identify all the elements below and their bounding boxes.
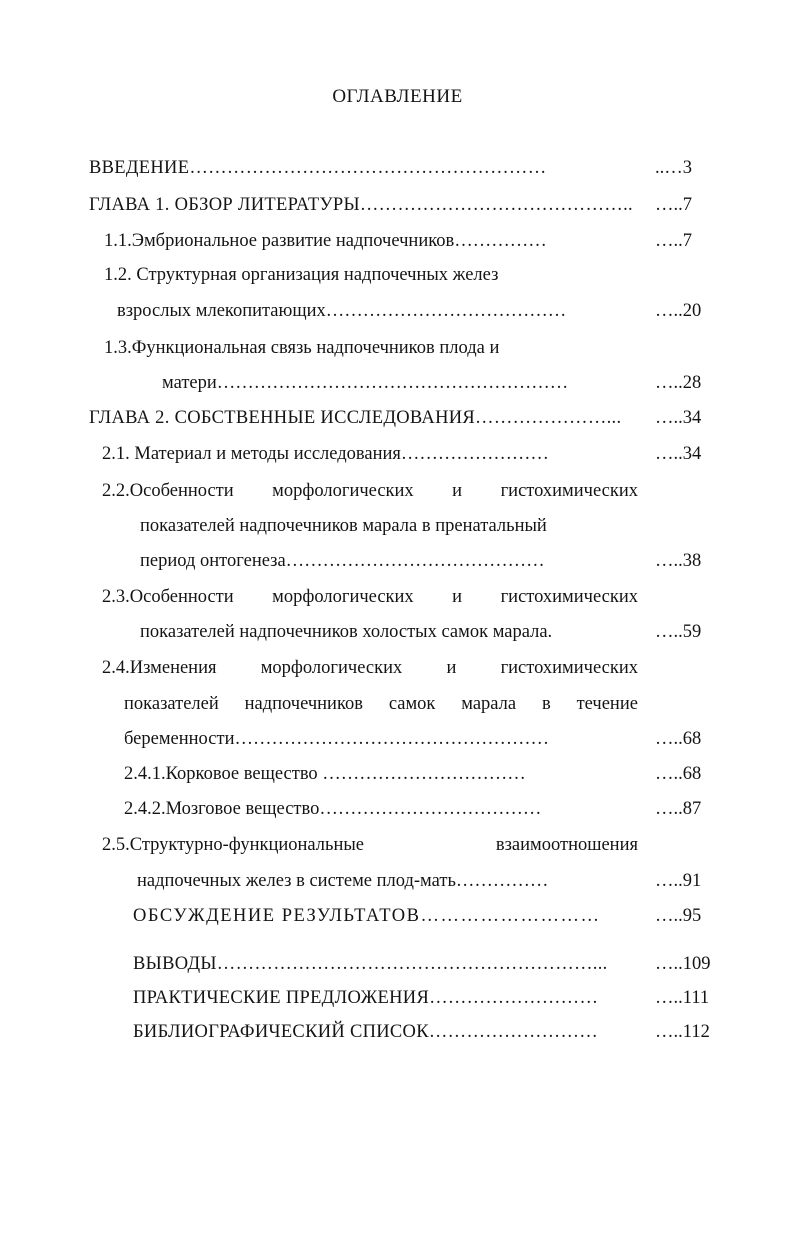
toc-entry-2-4-line2 — [124, 693, 638, 715]
toc-entry-1-2-line2: взрослых млекопитающих………………………………… — [117, 301, 567, 321]
word: в — [541, 694, 551, 714]
toc-entry-2-4-line1 — [102, 657, 638, 679]
toc-page-2-1: …..34 — [655, 444, 702, 464]
word: самок — [388, 694, 436, 714]
toc-entry-chapter-1: ГЛАВА 1. ОБЗОР ЛИТЕРАТУРЫ…………………………………….. — [89, 195, 633, 215]
toc-entry-2-4-line3: беременности…………………………………………… — [124, 729, 549, 749]
toc-page-1-2: …..20 — [655, 301, 702, 321]
toc-entry-1-1: 1.1.Эмбриональное развитие надпочечников…………… — [104, 231, 547, 251]
word: течение — [576, 694, 638, 714]
word: 2.2.Особенности — [102, 481, 234, 501]
toc-entry-2-1: 2.1. Материал и методы исследования…………………… — [102, 444, 549, 464]
word: морфологических — [260, 658, 403, 678]
word: и — [452, 587, 463, 607]
word: 2.5.Структурно-функциональные — [102, 835, 365, 855]
toc-entry-practical: ПРАКТИЧЕСКИЕ ПРЕДЛОЖЕНИЯ……………………… — [133, 988, 599, 1008]
toc-entry-intro: ВВЕДЕНИЕ………………………………………………… — [89, 158, 547, 178]
toc-page-2-5: …..91 — [655, 871, 702, 891]
word: и — [446, 658, 457, 678]
toc-page-intro: ..…3 — [655, 158, 692, 178]
word: взаимоотношения — [495, 835, 638, 855]
toc-page-conclusions: …..109 — [655, 954, 711, 974]
word: 2.4.Изменения — [102, 658, 217, 678]
toc-page-1-1: …..7 — [655, 231, 692, 251]
toc-entry-2-2-line2: показателей надпочечников марала в пренатальный — [140, 516, 547, 536]
word: марала — [461, 694, 517, 714]
toc-page-2-4-1: …..68 — [655, 764, 702, 784]
toc-page-discussion: …..95 — [655, 906, 702, 926]
toc-entry-chapter-2: ГЛАВА 2. СОБСТВЕННЫЕ ИССЛЕДОВАНИЯ…………………... — [89, 408, 622, 428]
toc-page-2-2: …..38 — [655, 551, 702, 571]
word: и — [452, 481, 463, 501]
toc-entry-2-5-line2: надпочечных желез в системе плод-мать…………… — [137, 871, 549, 891]
toc-entry-2-3-line1 — [102, 586, 638, 608]
toc-entry-2-2-line3: период онтогенеза…………………………………… — [140, 551, 545, 571]
toc-page-chapter-1: …..7 — [655, 195, 692, 215]
toc-page-practical: …..111 — [655, 988, 710, 1008]
word: надпочечников — [244, 694, 363, 714]
toc-entry-2-4-1: 2.4.1.Корковое вещество …………………………… — [124, 764, 526, 784]
toc-entry-2-4-2: 2.4.2.Мозговое вещество……………………………… — [124, 799, 542, 819]
word: гистохимических — [500, 587, 638, 607]
word: показателей — [124, 694, 219, 714]
toc-entry-2-5-line1 — [102, 834, 638, 856]
toc-entry-2-2-line1 — [102, 480, 638, 502]
word: гистохимических — [500, 658, 638, 678]
toc-entry-1-2-line1: 1.2. Структурная организация надпочечных желез — [104, 265, 499, 285]
toc-entry-bibliography: БИБЛИОГРАФИЧЕСКИЙ СПИСОК……………………… — [133, 1022, 599, 1042]
toc-page-2-4: …..68 — [655, 729, 702, 749]
toc-page-chapter-2: …..34 — [655, 408, 702, 428]
page-title: ОГЛАВЛЕНИЕ — [332, 86, 463, 107]
toc-page-2-3: …..59 — [655, 622, 702, 642]
toc-entry-2-3-line2: показателей надпочечников холостых самок марала. — [140, 622, 553, 642]
toc-entry-discussion: ОБСУЖДЕНИЕ РЕЗУЛЬТАТОВ……………………… — [133, 906, 601, 926]
toc-page-1-3: …..28 — [655, 373, 702, 393]
word: морфологических — [272, 481, 414, 501]
toc-entry-1-3-line1: 1.3.Функциональная связь надпочечников плода и — [104, 338, 500, 358]
toc-page-2-4-2: …..87 — [655, 799, 702, 819]
word: гистохимических — [500, 481, 638, 501]
word: морфологических — [272, 587, 414, 607]
toc-entry-conclusions: ВЫВОДЫ……………………………………………………... — [133, 954, 608, 974]
toc-page-bibliography: …..112 — [655, 1022, 710, 1042]
word: 2.3.Особенности — [102, 587, 234, 607]
toc-entry-1-3-line2: матери………………………………………………… — [162, 373, 569, 393]
